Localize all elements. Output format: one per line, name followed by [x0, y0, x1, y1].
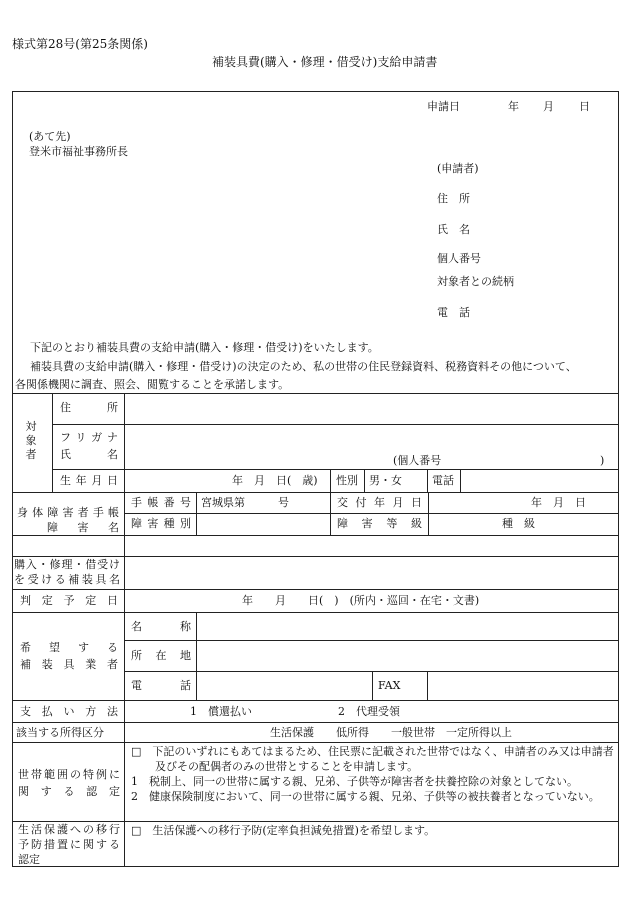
applicant-heading: (申請者) — [437, 162, 479, 175]
date-year: 年 — [508, 100, 519, 113]
subject-label: 対象者 — [25, 420, 37, 461]
welfare-label-2: 予防措置に関する — [18, 838, 120, 851]
date-label: 申請日 — [427, 100, 460, 113]
subject-phone-label: 電話 — [432, 474, 454, 487]
applicant-personal-no: 個人番号 — [437, 252, 481, 265]
subject-address-label: 住所 — [60, 401, 118, 414]
subject-personal-no: (個人番号 — [393, 454, 442, 467]
handbook-number-value: 宮城県第 号 — [201, 496, 289, 509]
subject-personal-no-close: ) — [600, 454, 605, 467]
statement-2a: 補装具費の支給申請(購入・修理・借受け)の決定のため、私の世帯の住民登録資料、税務資料その他について、 — [30, 360, 577, 373]
form-title: 補装具費(購入・修理・借受け)支給申請書 — [212, 55, 438, 69]
income-value: 生活保護 低所得 一般世帯 一定所得以上 — [270, 726, 512, 739]
handbook-issue-value: 年 月 日 — [531, 496, 586, 509]
statement-2b: 各関係機関に調査、照会、閲覧することを承諾します。 — [15, 378, 290, 391]
welfare-label-3: 認定 — [18, 853, 40, 866]
applicant-name: 氏 名 — [437, 223, 470, 236]
applicant-relation: 対象者との続柄 — [437, 275, 514, 288]
vendor-label-2: 補装具業者 — [20, 658, 118, 671]
handbook-label-2: 障害名 — [47, 521, 119, 534]
subject-dob-value: 年 月 日( 歳) — [232, 474, 318, 487]
form-number: 様式第28号(第25条関係) — [12, 37, 148, 51]
subject-dob-label: 生年月日 — [60, 474, 118, 487]
addressee-label: (あて先) — [29, 130, 71, 143]
payment-option-1: 1 償還払い — [190, 705, 252, 718]
device-label-1: 購入・修理・借受け — [14, 558, 120, 571]
statement-1: 下記のとおり補装具費の支給申請(購入・修理・借受け)をいたします。 — [30, 341, 379, 354]
vendor-name-label: 名称 — [131, 620, 191, 633]
subject-sex-label: 性別 — [336, 474, 358, 487]
welfare-label-1: 生活保護への移行 — [18, 823, 120, 836]
income-label: 該当する所得区分 — [16, 726, 104, 739]
subject-furigana-label: フリガナ — [60, 431, 118, 444]
subject-sex-value: 男・女 — [369, 474, 402, 487]
handbook-number-label: 手帳番号 — [131, 496, 191, 509]
date-day: 日 — [579, 100, 590, 113]
applicant-address: 住 所 — [437, 192, 470, 205]
date-month: 月 — [543, 100, 554, 113]
device-label-2: を受ける補装具名 — [14, 573, 120, 586]
welfare-text: □ 生活保護への移行予防(定率負担減免措置)を希望します。 — [131, 824, 436, 837]
household-text-1: □ 下記のいずれにもあてはまるため、住民票に記載された世帯ではなく、申請者のみ又は申請者及びその配偶者のみの世帯とすることを申請します。 — [131, 745, 614, 773]
handbook-kind-label: 種 級 — [502, 517, 535, 530]
handbook-issue-label: 交付年月日 — [337, 496, 422, 509]
household-label-1: 世帯範囲の特例に — [18, 768, 120, 781]
household-text-3: 2 健康保険制度において、同一の世帯に属する親、兄弟、子供等の被扶養者となっていない。 — [131, 790, 600, 803]
household-text-2: 1 税制上、同一の世帯に属する親、兄弟、子供等が障害者を扶養控除の対象としてない。 — [131, 775, 578, 788]
vendor-label-1: 希望する — [20, 641, 118, 654]
judgment-label: 判定予定日 — [20, 594, 118, 607]
handbook-label-1: 身体障害者手帳 — [17, 506, 119, 519]
vendor-phone-label: 電話 — [131, 679, 191, 692]
subject-name-label: 氏名 — [60, 448, 118, 461]
payment-option-2: 2 代理受領 — [338, 705, 400, 718]
payment-label: 支払い方法 — [20, 705, 118, 718]
handbook-grade-label: 障害等級 — [337, 517, 422, 530]
vendor-fax-label: FAX — [378, 679, 401, 692]
applicant-phone: 電 話 — [437, 306, 470, 319]
judgment-value: 年 月 日( ) (所内・巡回・在宅・文書) — [242, 594, 480, 607]
handbook-type-label: 障害種別 — [131, 517, 191, 530]
vendor-location-label: 所在地 — [131, 649, 191, 662]
household-label-2: 関する認定 — [18, 785, 120, 798]
addressee-name: 登米市福祉事務所長 — [29, 145, 128, 158]
